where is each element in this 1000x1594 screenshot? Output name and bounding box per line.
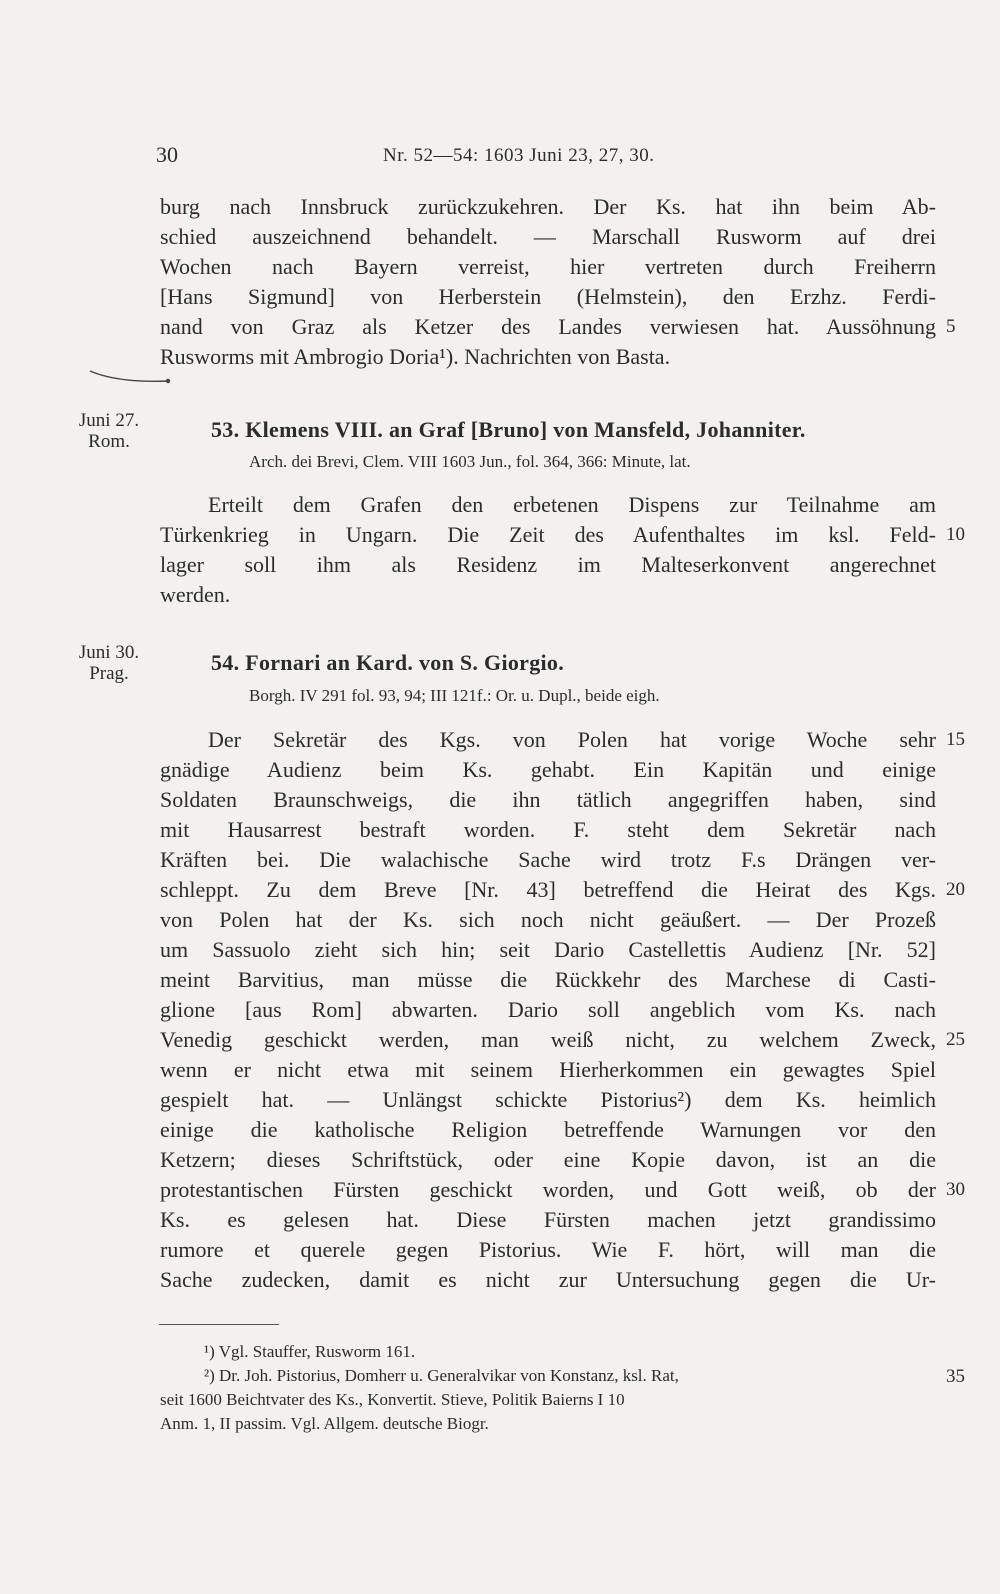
text-line: gnädige Audienz beim Ks. gehabt. Ein Kapitän und einige bbox=[160, 757, 936, 782]
entry-53-margin-date bbox=[64, 410, 154, 452]
text-line: glione [aus Rom] abwarten. Dario soll angeblich vom Ks. nach bbox=[160, 997, 936, 1022]
footnote-1: ¹) Vgl. Stauffer, Rusworm 161. bbox=[204, 1342, 416, 1361]
entry-53-heading: 53. Klemens VIII. an Graf [Bruno] von Mansfeld, Johanniter. bbox=[211, 417, 806, 442]
line-number: 25 bbox=[946, 1029, 965, 1050]
text-line: schied auszeichnend behandelt. — Marschall Rusworm auf drei bbox=[160, 224, 936, 249]
entry-54-place: Prag. bbox=[89, 663, 129, 684]
line-number: 5 bbox=[946, 316, 956, 337]
text-line: Ks. es gelesen hat. Diese Fürsten machen jetzt grandissimo bbox=[160, 1207, 936, 1232]
entry-53-source: Arch. dei Brevi, Clem. VIII 1603 Jun., fol. 364, 366: Minute, lat. bbox=[249, 452, 691, 471]
text-line: protestantischen Fürsten geschickt worden, und Gott weiß, ob der bbox=[160, 1177, 936, 1202]
text-line: Soldaten Braunschweigs, die ihn tätlich angegriffen haben, sind bbox=[160, 787, 936, 812]
text-line: um Sassuolo zieht sich hin; seit Dario Castellettis Audienz [Nr. 52] bbox=[160, 937, 936, 962]
text-line: Türkenkrieg in Ungarn. Die Zeit des Aufenthaltes im ksl. Feld- bbox=[160, 522, 936, 547]
running-title: Nr. 52—54: 1603 Juni 23, 27, 30. bbox=[383, 145, 655, 166]
text-line: von Polen hat der Ks. sich noch nicht geäußert. — Der Prozeß bbox=[160, 907, 936, 932]
text-line: schleppt. Zu dem Breve [Nr. 43] betreffend die Heirat des Kgs. bbox=[160, 877, 936, 902]
entry-54-source: Borgh. IV 291 fol. 93, 94; III 121f.: Or. u. Dupl., beide eigh. bbox=[249, 686, 660, 705]
text-line: mit Hausarrest bestraft worden. F. steht dem Sekretär nach bbox=[160, 817, 936, 842]
text-line: burg nach Innsbruck zurückzukehren. Der Ks. hat ihn beim Ab- bbox=[160, 194, 936, 219]
line-number: 20 bbox=[946, 879, 965, 900]
line-number: 35 bbox=[946, 1366, 965, 1387]
text-line: Ketzern; dieses Schriftstück, oder eine Kopie davon, ist an die bbox=[160, 1147, 936, 1172]
text-line: Wochen nach Bayern verreist, hier vertreten durch Freiherrn bbox=[160, 254, 936, 279]
entry-53-place: Rom. bbox=[88, 431, 130, 452]
line-number: 30 bbox=[946, 1179, 965, 1200]
text-line: meint Barvitius, man müsse die Rückkehr des Marchese di Casti- bbox=[160, 967, 936, 992]
text-line: Der Sekretär des Kgs. von Polen hat vorige Woche sehr bbox=[208, 727, 936, 752]
line-number: 10 bbox=[946, 524, 965, 545]
text-line: [Hans Sigmund] von Herberstein (Helmstein), den Erzhz. Ferdi- bbox=[160, 284, 936, 309]
text-line: Kräften bei. Die walachische Sache wird trotz F.s Drängen ver- bbox=[160, 847, 936, 872]
footnote-2-continuation: Anm. 1, II passim. Vgl. Allgem. deutsche Biogr. bbox=[160, 1414, 489, 1433]
footnote-rule bbox=[159, 1324, 279, 1325]
entry-53-date: Juni 27. bbox=[78, 410, 140, 431]
entry-54-margin-date bbox=[64, 642, 154, 684]
entry-54-heading: 54. Fornari an Kard. von S. Giorgio. bbox=[211, 650, 565, 675]
text-line: gespielt hat. — Unlängst schickte Pistorius²) dem Ks. heimlich bbox=[160, 1087, 936, 1112]
line-number: 15 bbox=[946, 729, 965, 750]
footnote-2: ²) Dr. Joh. Pistorius, Domherr u. Generalvikar von Konstanz, ksl. Rat, bbox=[204, 1366, 679, 1385]
margin-arrow-mark bbox=[88, 369, 178, 385]
text-line: Sache zudecken, damit es nicht zur Untersuchung gegen die Ur- bbox=[160, 1267, 936, 1292]
text-line: wenn er nicht etwa mit seinem Hierherkommen ein gewagtes Spiel bbox=[160, 1057, 936, 1082]
text-line: lager soll ihm als Residenz im Malteserkonvent angerechnet bbox=[160, 552, 936, 577]
text-line: nand von Graz als Ketzer des Landes verwiesen hat. Aussöhnung bbox=[160, 314, 936, 339]
text-line: Erteilt dem Grafen den erbetenen Dispens zur Teilnahme am bbox=[208, 492, 936, 517]
entry-54-date: Juni 30. bbox=[78, 642, 140, 663]
text-line: Rusworms mit Ambrogio Doria¹). Nachrichten von Basta. bbox=[160, 344, 671, 369]
text-line: einige die katholische Religion betreffende Warnungen vor den bbox=[160, 1117, 936, 1142]
footnote-2-continuation: seit 1600 Beichtvater des Ks., Konvertit. Stieve, Politik Baierns I 10 bbox=[160, 1390, 625, 1409]
text-line: rumore et querele gegen Pistorius. Wie F. hört, will man die bbox=[160, 1237, 936, 1262]
page-number: 30 bbox=[156, 142, 178, 167]
text-line: Venedig geschickt werden, man weiß nicht, zu welchem Zweck, bbox=[160, 1027, 936, 1052]
text-line: werden. bbox=[160, 582, 231, 607]
